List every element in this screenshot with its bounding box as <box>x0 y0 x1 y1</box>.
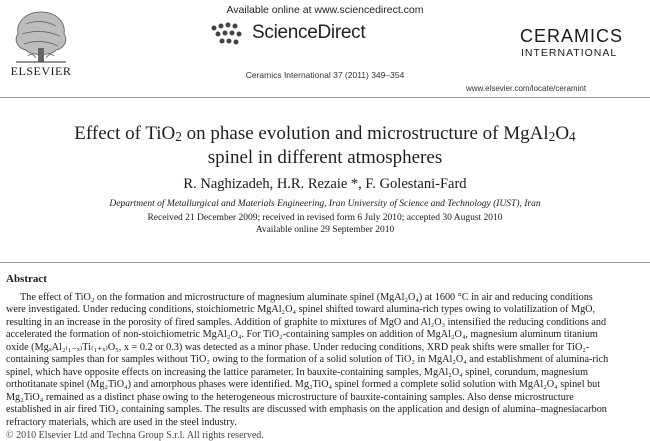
abstract-heading: Abstract <box>6 273 47 285</box>
journal-name: CERAMICS <box>520 26 624 46</box>
title-sub: 2 <box>175 129 182 144</box>
affiliation: Department of Metallurgical and Materials Engineering, Iran University of Science and Technology (IUST), Iran <box>109 199 541 209</box>
abstract-line: orthotitanate spinel (Mg₂TiO₄) and amorphous phases were identified. Mg₂TiO₄ spinel formed a complete solid solution with MgAl₂O₄ spinel but <box>6 379 601 391</box>
header-rule <box>0 97 650 98</box>
author-list: R. Naghizadeh, H.R. Rezaie *, F. Golestani-Fard <box>183 176 467 192</box>
title-part: O <box>555 123 570 144</box>
journal-url[interactable]: www.elsevier.com/locate/ceramint <box>466 84 587 93</box>
abstract-line: accelerated the formation of non-stoichiometric MgAl₂O₄. For TiO₂-containing samples on addition of MgAl₂O₄, magnesium aluminum titanium <box>6 329 598 341</box>
article-dates <box>0 212 650 236</box>
article-title <box>10 122 640 170</box>
elsevier-tree-logo <box>6 4 76 66</box>
abstract-line: containing samples than for samples without TiO₂ owing to the formation of a solid solution of TiO₂ in MgAl₂O₄ and establishment of alumina-rich <box>6 354 609 366</box>
title-line-2: spinel in different atmospheres <box>207 147 443 168</box>
abstract-line: Mg₂TiO₄ remained as a distinct phase owing to the heterogeneous microstructure of bauxite-containing samples. Also dense microstructure <box>6 391 574 403</box>
title-part: Effect of TiO <box>74 123 176 144</box>
journal-citation: Ceramics International 37 (2011) 349–354 <box>245 70 405 80</box>
available-online-date: Available online 29 September 2010 <box>255 225 395 235</box>
abstract-line: refractory materials, which are used in the steel industry. <box>6 416 237 428</box>
abstract-line: were investigated. Under reducing conditions, stoichiometric MgAl₂O₄ spinel shifted toward alumina-rich types owing to volatilization of MgO, <box>6 304 596 316</box>
abstract-line: spinel, which have opposite effects on increasing the lattice parameter. In bauxite-containing samples, MgAl₂O₄ spinel, corundum, magnesium <box>6 366 589 378</box>
journal-name-sub: INTERNATIONAL <box>521 47 618 59</box>
abstract-line: established in air fired TiO₂ containing samples. The results are discussed with emphasis on the application and design of alumina–magnesiacarbon <box>6 404 607 416</box>
abstract-line: oxide (MgₓAl₂₍₁₋ₓ₎Ti₍₁₊ₓ₎O₅, x = 0.2 or 0.3) was detected as a minor phase. Under reducing conditions, XRD peak shifts were smaller for TiO₂- <box>6 341 590 353</box>
elsevier-wordmark: ELSEVIER <box>10 64 72 78</box>
copyright-line: © 2010 Elsevier Ltd and Techna Group S.r.l. All rights reserved. <box>6 430 264 441</box>
available-online-text: Available online at www.sciencedirect.com <box>226 4 424 16</box>
abstract-body <box>6 292 642 429</box>
sciencedirect-wordmark: ScienceDirect <box>252 22 366 43</box>
sciencedirect-dots-icon <box>208 20 248 50</box>
title-sub: 2 <box>548 129 556 144</box>
abstract-line: The effect of TiO₂ on the formation and microstructure of magnesium aluminate spinel (MgAl₂O₄) at 1600 °C in air and reducing conditions <box>20 292 593 303</box>
title-sub: 4 <box>569 129 576 144</box>
received-dates: Received 21 December 2009; received in revised form 6 July 2010; accepted 30 August 2010 <box>147 213 503 223</box>
abstract-line: resulting in an increase in the porosity of fired samples. Addition of graphite to mixtures of MgO and Al₂O₃ intensified the reducing conditions and <box>6 316 607 328</box>
abstract-rule <box>0 262 650 263</box>
sciencedirect-logo <box>208 20 458 50</box>
title-part: on phase evolution and microstructure of MgAl <box>181 123 549 144</box>
